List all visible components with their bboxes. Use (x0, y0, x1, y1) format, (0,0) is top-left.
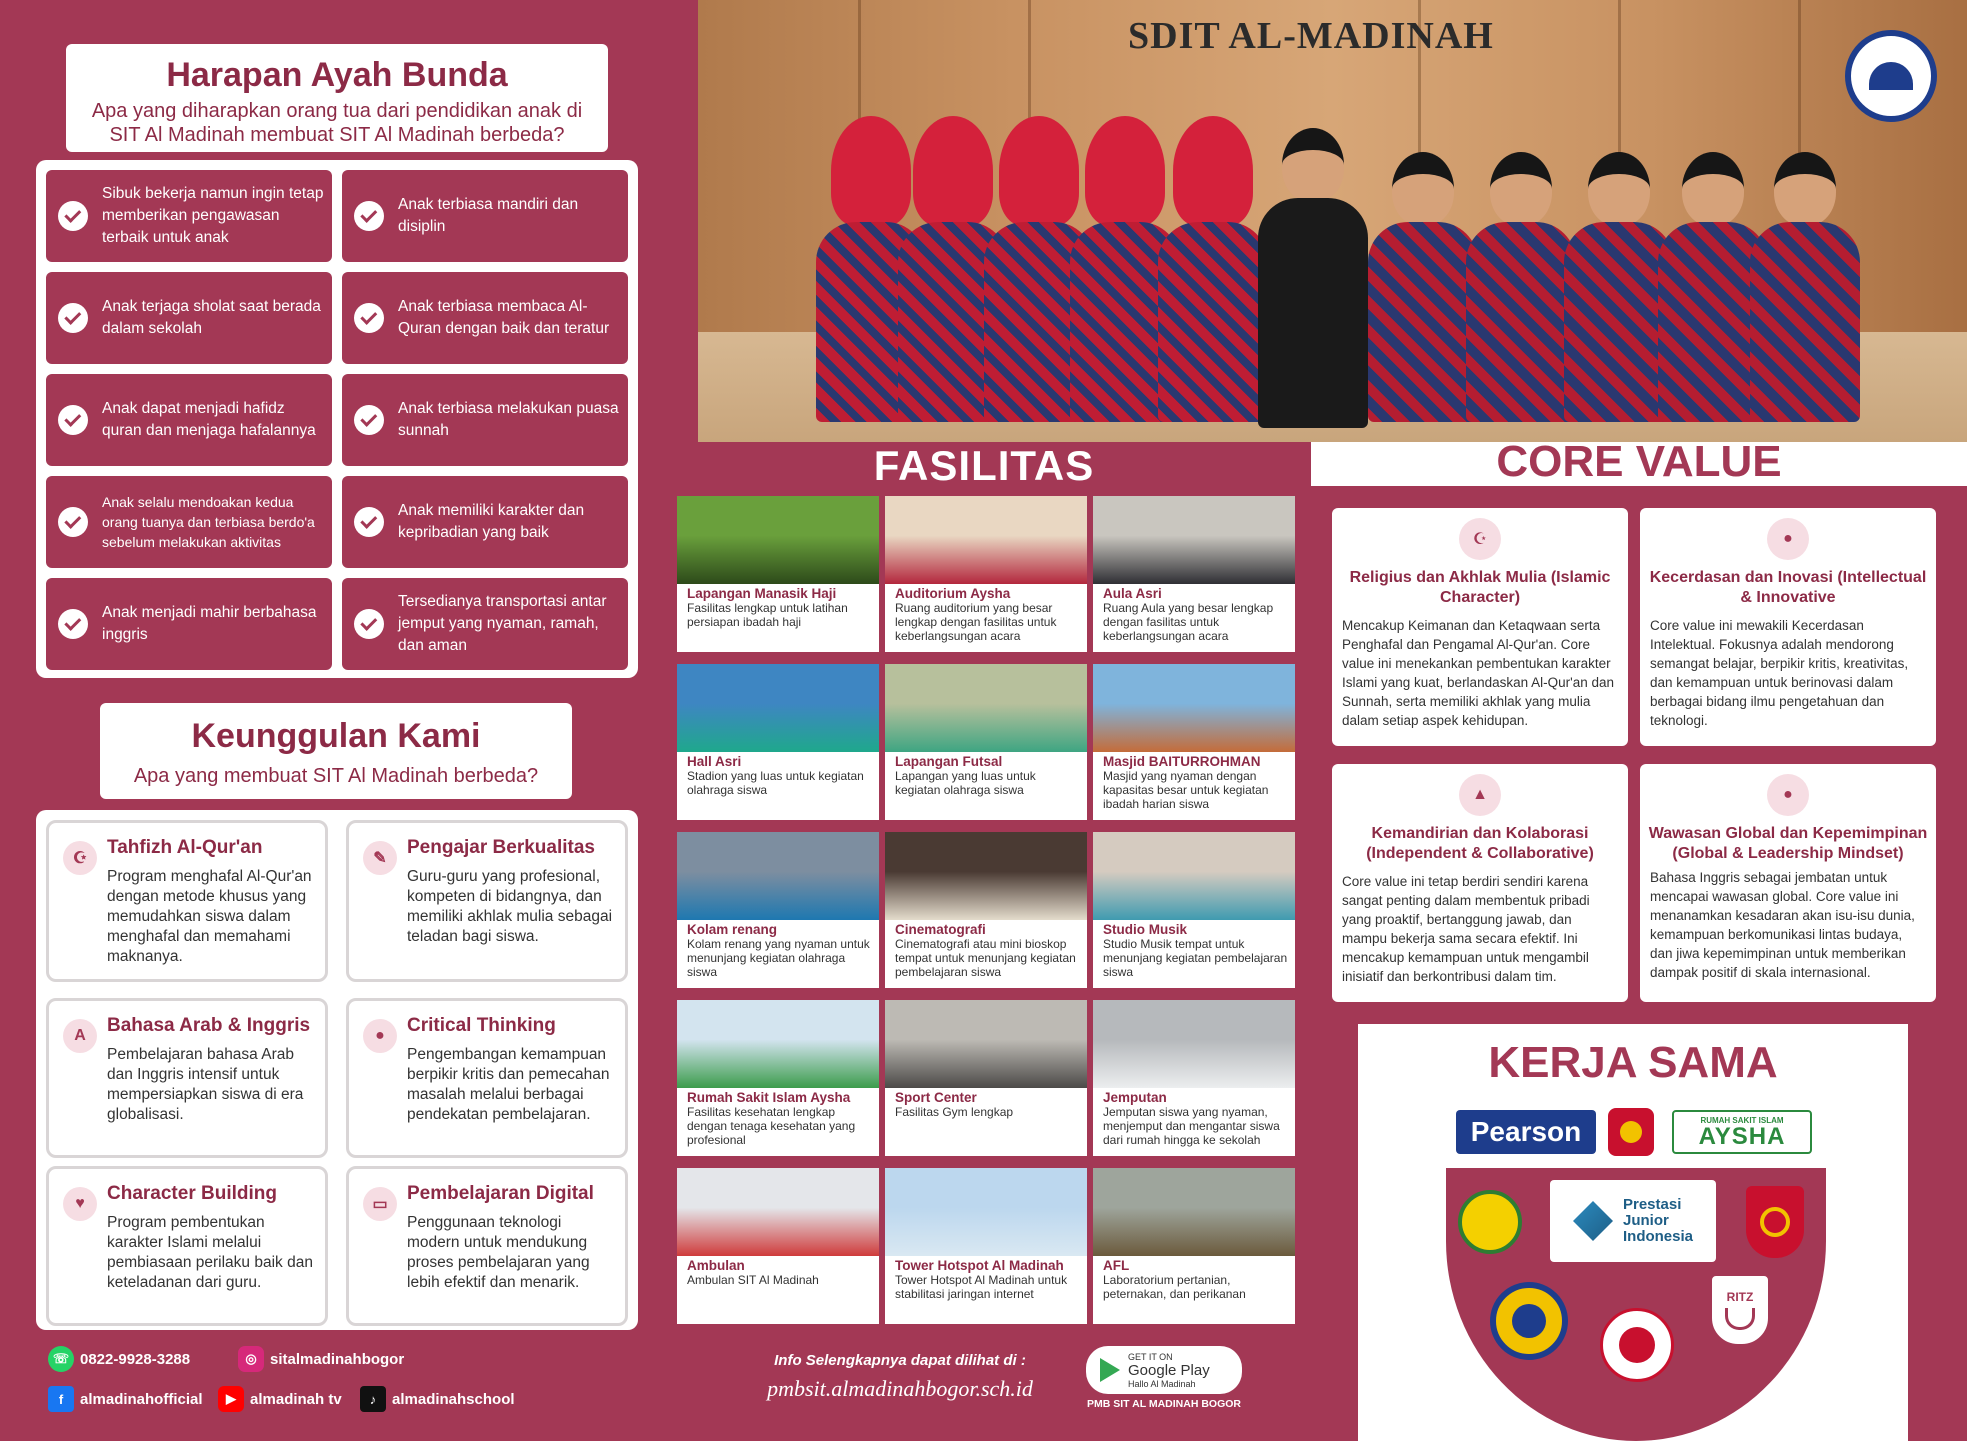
google-play-caption: PMB SIT AL MADINAH BOGOR (1087, 1398, 1241, 1410)
laptop-icon: ▭ (363, 1187, 397, 1221)
facility-desc: Fasilitas kesehatan lengkap dengan tenaga kesehatan yang profesional (687, 1105, 856, 1147)
advantage-card: ♥ Character Building Program pembentukan karakter Islami melalui pembiasaan perilaku baik dan keteladanan dari guru. (46, 1166, 328, 1326)
facility-desc: Ambulan SIT Al Madinah (687, 1273, 819, 1287)
facility-desc: Kolam renang yang nyaman untuk menunjang kegiatan olahraga siswa (687, 937, 870, 979)
facility-card (885, 832, 1087, 988)
facility-photo (677, 1168, 879, 1256)
core-value-card: ● Wawasan Global dan Kepemimpinan (Global & Leadership Mindset) Bahasa Inggris sebagai jembatan untuk mencapai wawasan global. Core value ini menanamkan kesadaran akan isu-isu dunia, kemampuan berkomunikasi lintas budaya, dan jiwa kepemimpinan untuk memberikan dampak positif di skala internasional. (1640, 764, 1936, 1002)
tiktok-contact[interactable]: ♪ almadinahschool (360, 1386, 515, 1412)
facility-name: Kolam renang (687, 922, 778, 937)
brain-icon: ● (363, 1019, 397, 1053)
facility-desc: Ruang auditorium yang besar lengkap dengan fasilitas untuk keberlangsungan acara (895, 601, 1057, 643)
facility-photo (677, 832, 879, 920)
check-icon (354, 303, 384, 333)
facility-desc: Stadion yang luas untuk kegiatan olahraga siswa (687, 769, 864, 797)
facility-name: Aula Asri (1103, 586, 1162, 601)
facebook-icon: f (48, 1386, 74, 1412)
facility-photo (885, 1000, 1087, 1088)
facility-name: Rumah Sakit Islam Aysha (687, 1090, 851, 1105)
garuda-logo (1608, 1108, 1654, 1156)
facility-name: Lapangan Manasik Haji (687, 586, 837, 601)
instagram-contact[interactable]: ◎ sitalmadinahbogor (238, 1346, 404, 1372)
facility-card (677, 832, 879, 988)
facility-photo (1093, 1168, 1295, 1256)
ritz-logo: RITZ (1712, 1276, 1768, 1344)
facility-desc: Jemputan siswa yang nyaman, menjemput dan mengantar siswa dari rumah hingga ke sekolah (1103, 1105, 1280, 1147)
facility-photo (1093, 1000, 1295, 1088)
brain-icon: ● (1767, 774, 1809, 816)
core-value-card: ▲ Kemandirian dan Kolaborasi (Independent & Collaborative) Core value ini tetap berdiri sendiri karena sangat penting dalam membentuk pribadi yang proaktif, bertanggung jawab, dan mampu bekerja sama secara efektif. Ini mencakup kemampuan untuk mengambil inisiatif dan berkontribusi dalam tim. (1332, 764, 1628, 1002)
harapan-item: Anak terjaga sholat saat berada dalam sekolah (46, 272, 332, 364)
whatsapp-icon: ☏ (48, 1346, 74, 1372)
facility-card (1093, 664, 1295, 820)
core-value-card: ☪ Religius dan Akhlak Mulia (Islamic Character) Mencakup Keimanan dan Ketaqwaan serta Penghafal dan Pengamal Al-Qur'an. Core value ini menekankan pembentukan karakter Islami yang kuat, berlandaskan Al-Qur'an dan Sunnah, serta memiliki akhlak yang mulia dalam setiap aspek kehidupan. (1332, 508, 1628, 746)
facility-name: Masjid BAITURROHMAN (1103, 754, 1261, 769)
pji-mark-icon (1573, 1201, 1613, 1241)
team-photo (698, 0, 1967, 442)
check-icon (354, 507, 384, 537)
core-value-title: CORE VALUE (1496, 437, 1782, 486)
harapan-item: Tersedianya transportasi antar jemput yang nyaman, ramah, dan aman (342, 578, 628, 670)
core-value-card: ● Kecerdasan dan Inovasi (Intellectual & Innovative Core value ini mewakili Kecerdasan Intelektual. Fokusnya adalah mendorong semangat belajar, berpikir kritis, kreativitas, dan kemampuan untuk berinovasi dalam berbagai bidang ilmu pengetahuan dan teknologi. (1640, 508, 1936, 746)
language-icon: A (63, 1019, 97, 1053)
teacher-figure (1368, 152, 1478, 422)
facility-desc: Tower Hotspot Al Madinah untuk stabilitasi jaringan internet (895, 1273, 1068, 1301)
facility-card (885, 664, 1087, 820)
facility-desc: Studio Musik tempat untuk menunjang kegiatan pembelajaran siswa (1103, 937, 1288, 979)
left-column (0, 0, 698, 1441)
facility-card (885, 496, 1087, 652)
prestasi-junior-indonesia-logo: Prestasi Junior Indonesia (1550, 1180, 1716, 1262)
facility-photo (677, 1000, 879, 1088)
facility-photo (885, 1168, 1087, 1256)
graduation-cap-icon: ▲ (1459, 774, 1501, 816)
check-icon (58, 201, 88, 231)
ibnu-khaldun-logo (1600, 1308, 1674, 1382)
teacher-figure (1466, 152, 1576, 422)
check-icon (58, 609, 88, 639)
facility-photo (1093, 496, 1295, 584)
fasilitas-title: FASILITAS (873, 442, 1095, 489)
facility-card (885, 1168, 1087, 1324)
facility-photo (1093, 832, 1295, 920)
check-icon (354, 609, 384, 639)
facility-name: Cinematografi (895, 922, 986, 937)
keunggulan-panel (36, 810, 638, 1330)
facility-desc: Fasilitas Gym lengkap (895, 1105, 1014, 1119)
tiktok-icon: ♪ (360, 1386, 386, 1412)
advantage-card: ✎ Pengajar Berkualitas Guru-guru yang profesional, kompeten di bidangnya, dan memiliki akhlak mulia sebagai teladan bagi siswa. (346, 820, 628, 982)
harapan-item: Sibuk bekerja namun ingin tetap memberikan pengawasan terbaik untuk anak (46, 170, 332, 262)
military-emblem-logo (1746, 1186, 1804, 1258)
facility-photo (885, 832, 1087, 920)
facility-card (885, 1000, 1087, 1156)
school-seal-logo (1490, 1282, 1568, 1360)
heart-icon: ♥ (63, 1187, 97, 1221)
facility-photo (1093, 664, 1295, 752)
kerja-sama-title: KERJA SAMA (1488, 1038, 1778, 1087)
facility-photo (677, 664, 879, 752)
check-icon (58, 303, 88, 333)
facility-desc: Laboratorium pertanian, peternakan, dan perikanan (1103, 1273, 1246, 1301)
quran-icon: ☪ (1459, 518, 1501, 560)
harapan-item: Anak selalu mendoakan kedua orang tuanya dan terbiasa berdo'a sebelum melakukan aktivitas (46, 476, 332, 568)
check-icon (354, 405, 384, 435)
facility-name: Tower Hotspot Al Madinah (895, 1258, 1064, 1273)
teacher-icon: ✎ (363, 841, 397, 875)
facility-name: AFL (1103, 1258, 1130, 1273)
school-logo (1845, 30, 1937, 122)
harapan-item: Anak memiliki karakter dan kepribadian yang baik (342, 476, 628, 568)
check-icon (354, 201, 384, 231)
brain-icon: ● (1767, 518, 1809, 560)
facility-name: Lapangan Futsal (895, 754, 1003, 769)
facility-card (1093, 1168, 1295, 1324)
phone-contact[interactable]: ☏ 0822-9928-3288 (48, 1346, 190, 1372)
facility-card (677, 664, 879, 820)
principal-figure (1258, 128, 1368, 428)
google-play-icon (1100, 1358, 1120, 1382)
advantage-card: A Bahasa Arab & Inggris Pembelajaran bahasa Arab dan Inggris intensif untuk mempersiapkan siswa di era globalisasi. (46, 998, 328, 1158)
quran-icon: ☪ (63, 841, 97, 875)
facility-desc: Lapangan yang luas untuk kegiatan olahraga siswa (895, 769, 1036, 797)
aysha-logo: RUMAH SAKIT ISLAM AYSHA (1672, 1110, 1812, 1154)
keunggulan-subtitle: Apa yang membuat SIT Al Madinah berbeda? (133, 765, 539, 787)
teacher-figure (1750, 152, 1860, 422)
advantage-card: ▭ Pembelajaran Digital Penggunaan teknologi modern untuk mendukung proses pembelajaran yang lebih efektif dan menarik. (346, 1166, 628, 1326)
facility-card (677, 496, 879, 652)
facility-desc: Fasilitas lengkap untuk latihan persiapan ibadah haji (687, 601, 848, 629)
facility-name: Hall Asri (687, 754, 742, 769)
info-text: Info Selengkapnya dapat dilihat di : (774, 1352, 1026, 1369)
facility-desc: Cinematografi atau mini bioskop tempat untuk menunjang kegiatan pembelajaran siswa (895, 937, 1076, 979)
check-icon (58, 507, 88, 537)
harapan-item: Anak terbiasa melakukan puasa sunnah (342, 374, 628, 466)
pearson-logo: Pearson (1456, 1110, 1596, 1154)
facility-card (1093, 1000, 1295, 1156)
facility-desc: Ruang Aula yang besar lengkap dengan fasilitas untuk keberlangsungan acara (1103, 601, 1274, 643)
website-link[interactable]: pmbsit.almadinahbogor.sch.id (767, 1376, 1033, 1401)
harapan-subtitle: Apa yang diharapkan orang tua dari pendidikan anak di SIT Al Madinah membuat SIT Al Madinah berbeda? (91, 100, 583, 146)
harapan-item: Anak terbiasa membaca Al-Quran dengan baik dan teratur (342, 272, 628, 364)
harapan-item: Anak terbiasa mandiri dan disiplin (342, 170, 628, 262)
facility-name: Ambulan (687, 1258, 745, 1273)
university-seal-logo (1458, 1190, 1522, 1254)
harapan-panel (36, 160, 638, 678)
facebook-contact[interactable]: f almadinahofficial (48, 1386, 203, 1412)
advantage-card: ● Critical Thinking Pengembangan kemampuan berpikir kritis dan pemecahan masalah melalui berbagai pendekatan pembelajaran. (346, 998, 628, 1158)
harapan-title: Harapan Ayah Bunda (166, 56, 508, 94)
facility-photo (885, 664, 1087, 752)
check-icon (58, 405, 88, 435)
school-sign: SDIT AL-MADINAH (1128, 15, 1494, 57)
google-play-button[interactable]: GET IT ON Google Play Hallo Al Madinah (1086, 1346, 1242, 1394)
teacher-figure (1158, 116, 1268, 422)
facility-photo (885, 496, 1087, 584)
facility-photo (677, 496, 879, 584)
facility-card (677, 1168, 879, 1324)
facility-name: Jemputan (1103, 1090, 1167, 1105)
harapan-item: Anak dapat menjadi hafidz quran dan menjaga hafalannya (46, 374, 332, 466)
youtube-icon: ▶ (218, 1386, 244, 1412)
harapan-item: Anak menjadi mahir berbahasa inggris (46, 578, 332, 670)
facility-name: Sport Center (895, 1090, 977, 1105)
facility-card (1093, 832, 1295, 988)
facility-name: Auditorium Aysha (895, 586, 1011, 601)
harapan-title-card (66, 44, 608, 152)
advantage-card: ☪ Tahfizh Al-Qur'an Program menghafal Al-Qur'an dengan metode khusus yang memudahkan siswa dalam menghafal dan memahami maknanya. (46, 820, 328, 982)
facility-card (1093, 496, 1295, 652)
keunggulan-title-card (100, 703, 572, 799)
facility-card (677, 1000, 879, 1156)
facility-name: Studio Musik (1103, 922, 1187, 937)
youtube-contact[interactable]: ▶ almadinah tv (218, 1386, 342, 1412)
keunggulan-title: Keunggulan Kami (191, 717, 481, 755)
facility-desc: Masjid yang nyaman dengan kapasitas besar untuk kegiatan ibadah harian siswa (1103, 769, 1269, 811)
instagram-icon: ◎ (238, 1346, 264, 1372)
